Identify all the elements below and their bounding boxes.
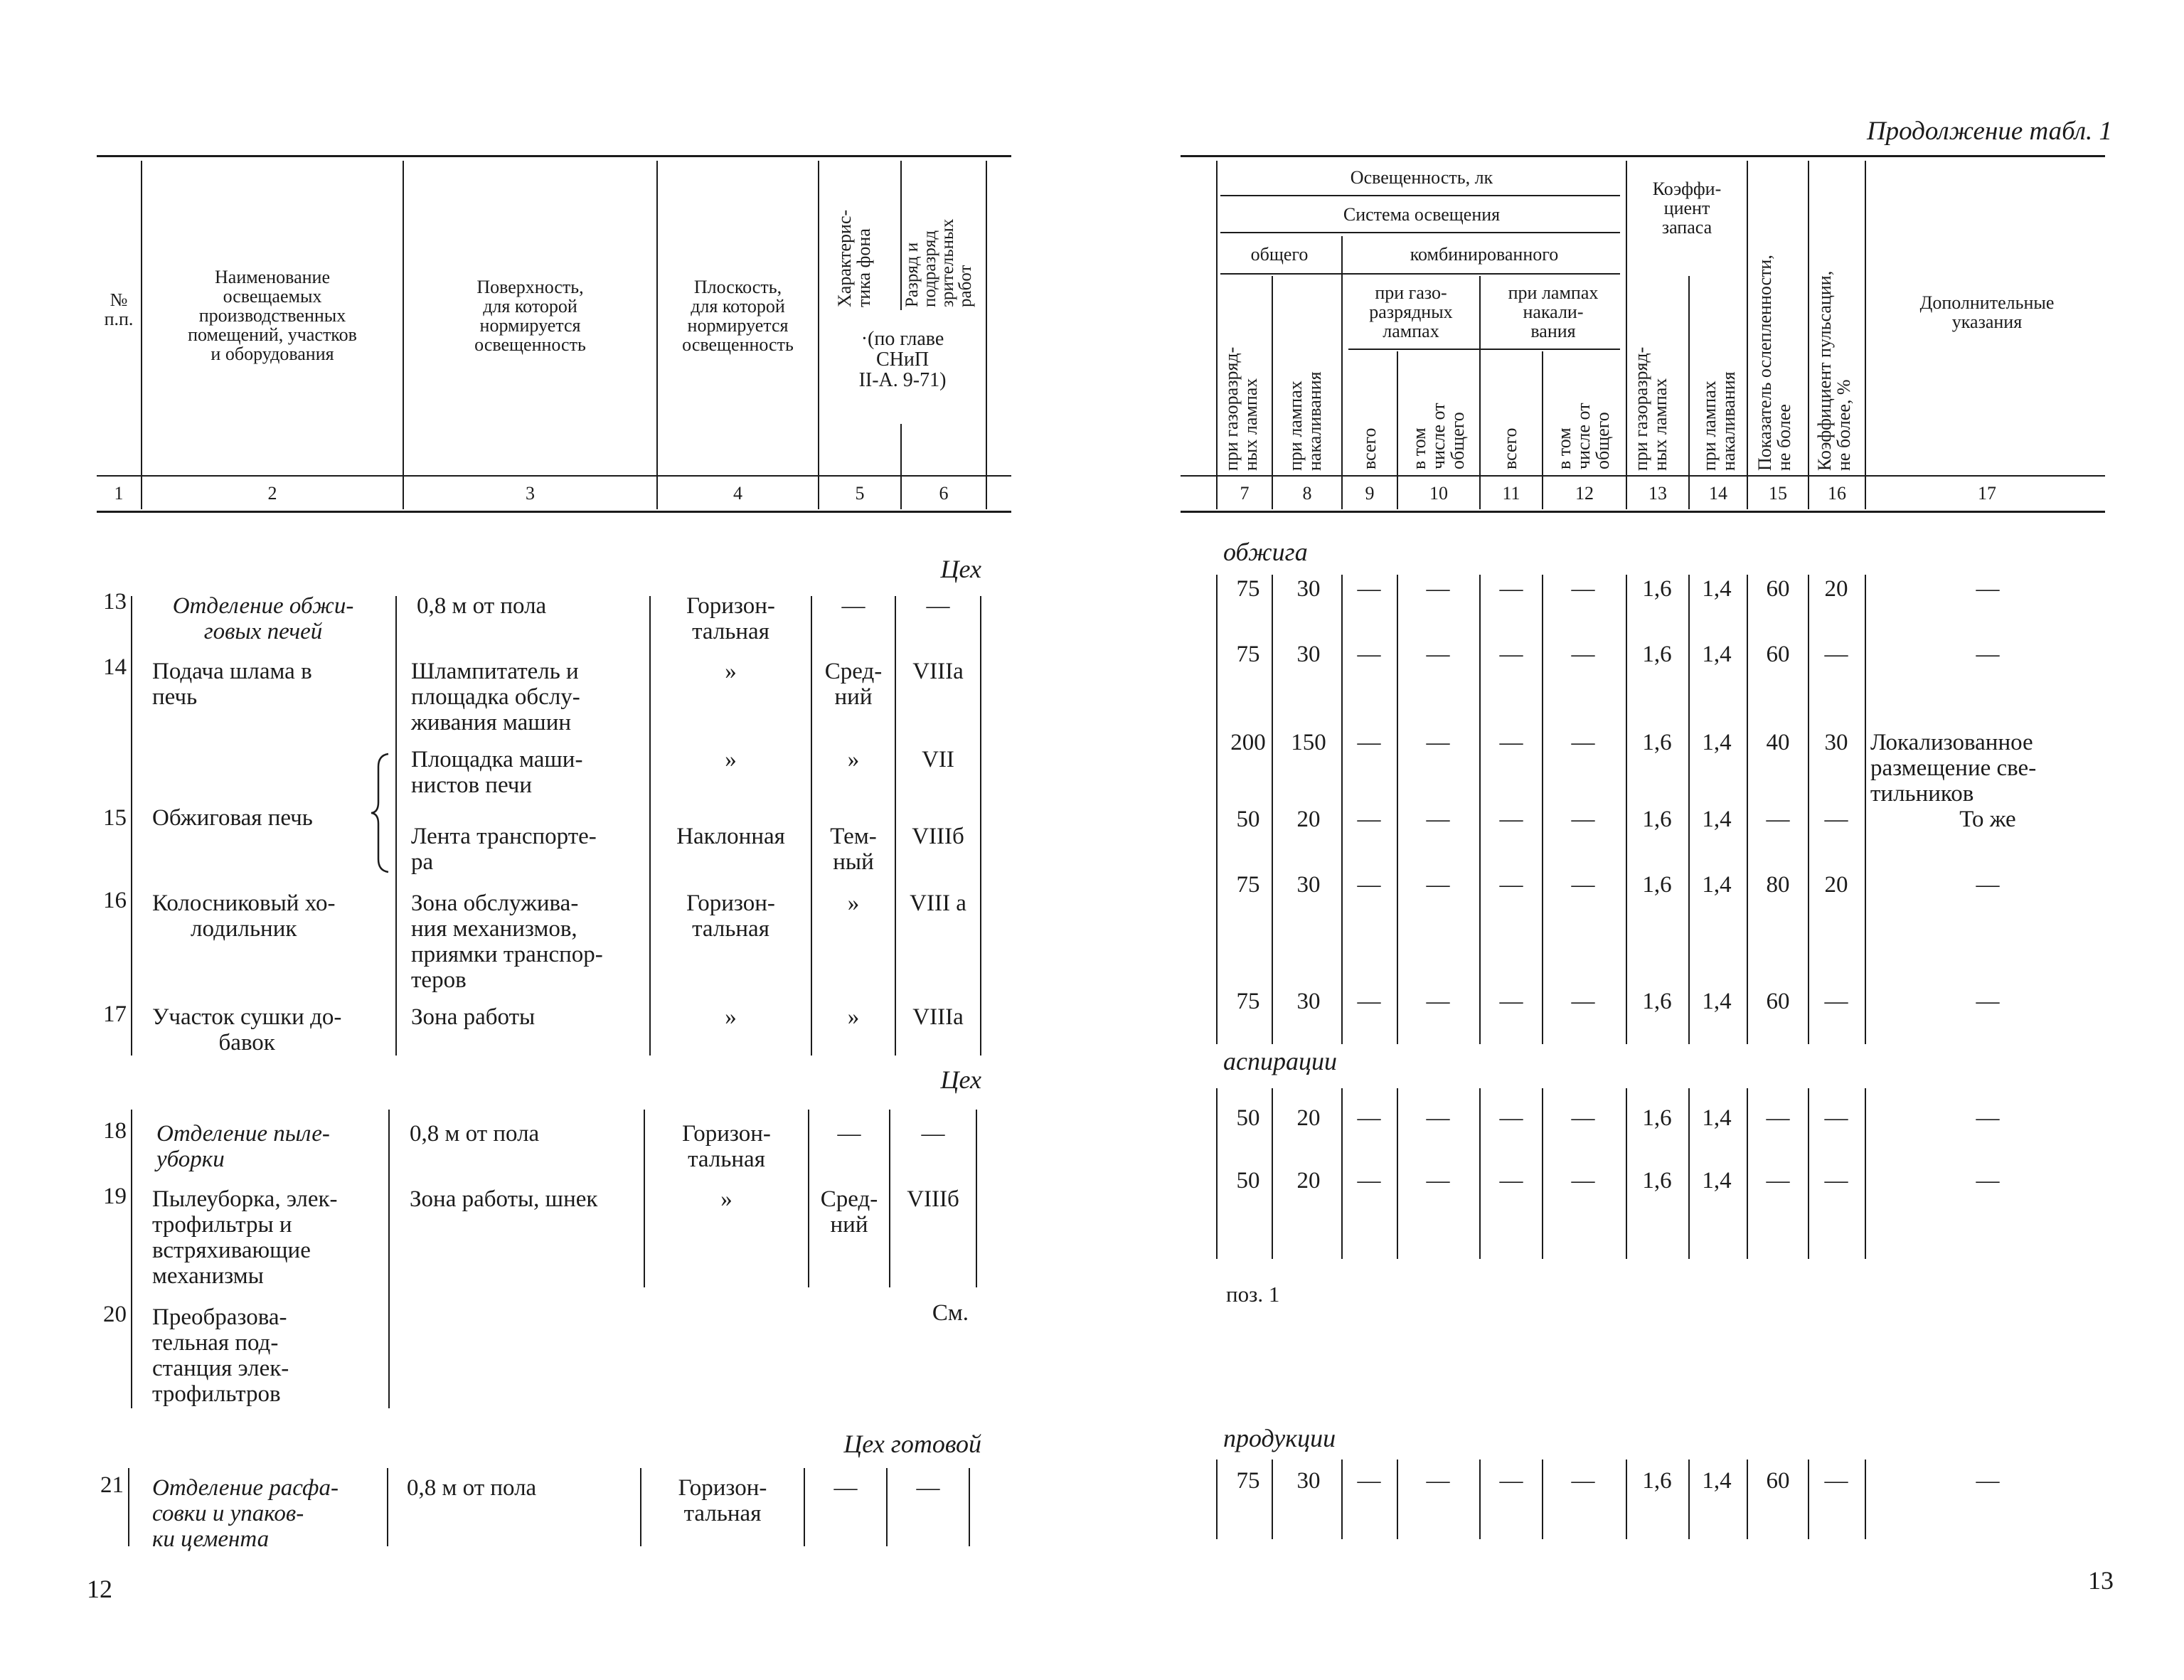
col-num-10: 10 — [1429, 483, 1448, 504]
col-num-15: 15 — [1769, 483, 1787, 504]
col-num-7: 7 — [1240, 483, 1250, 504]
section-left-3: См. — [932, 1300, 969, 1326]
cell-note: — — [1976, 1105, 2000, 1131]
cell-value: 30 — [1824, 730, 1848, 755]
col-num-14: 14 — [1709, 483, 1727, 504]
col-num-17: 17 — [1978, 483, 1996, 504]
cell-value: — — [1499, 1168, 1523, 1193]
cell-value: — — [1766, 1168, 1790, 1193]
col-num-1: 1 — [114, 483, 124, 504]
cell-value: 1,4 — [1702, 1168, 1732, 1193]
cell-value: — — [1571, 730, 1595, 755]
cell-value: 1,6 — [1642, 576, 1672, 602]
cell-value: 150 — [1291, 730, 1326, 755]
header-col-background: Характерис- тика фона — [834, 209, 874, 307]
header-illumination: Освещенность, лк — [1350, 167, 1493, 188]
cell-value: — — [1426, 1468, 1450, 1494]
cell-value: — — [1499, 730, 1523, 755]
cell-value: 75 — [1236, 642, 1260, 667]
cell-value: — — [1766, 807, 1790, 832]
cell-value: — — [1357, 1105, 1381, 1131]
header-lighting-system: Система освещения — [1343, 204, 1501, 225]
section-left-4: Цех готовой — [843, 1430, 981, 1458]
cell-value: — — [1357, 730, 1381, 755]
cell-value: 1,6 — [1642, 989, 1672, 1014]
cell-value: 1,6 — [1642, 642, 1672, 667]
cell-value: — — [1499, 807, 1523, 832]
page-number-right: 13 — [2088, 1566, 2114, 1595]
header-col-7: при газоразряд- ных лампах — [1221, 346, 1261, 471]
cell-value: 30 — [1296, 642, 1321, 667]
cell-value: — — [1357, 989, 1381, 1014]
col-num-13: 13 — [1648, 483, 1667, 504]
cell-value: — — [1824, 1168, 1848, 1193]
cell-note: Локализованное размещение све- тильников — [1870, 730, 2037, 807]
section-right-3: поз. 1 — [1226, 1282, 1280, 1307]
cell-value: — — [1824, 1468, 1848, 1494]
cell-value: — — [1426, 989, 1450, 1014]
header-col-10: в том числе от общего — [1409, 403, 1468, 469]
cell-note: — — [1976, 1468, 2000, 1494]
cell-value: — — [1426, 730, 1450, 755]
cell-value: 20 — [1296, 1105, 1321, 1131]
section-right-2: аспирации — [1223, 1047, 1337, 1075]
header-combined: комбинированного — [1410, 244, 1559, 265]
cell-value: 1,6 — [1642, 807, 1672, 832]
cell-value: — — [1499, 989, 1523, 1014]
cell-value: 30 — [1296, 1468, 1321, 1494]
cell-value: 60 — [1766, 1468, 1790, 1494]
cell-note: — — [1976, 642, 2000, 667]
cell-value: 50 — [1236, 1105, 1260, 1131]
header-col-surface: Поверхность, для которой нормируется освещенность — [474, 277, 586, 355]
cell-value: — — [1426, 642, 1450, 667]
cell-value: 30 — [1296, 872, 1321, 898]
cell-value: 75 — [1236, 872, 1260, 898]
col-num-16: 16 — [1828, 483, 1846, 504]
col-num-2: 2 — [267, 483, 277, 504]
cell-value: 1,6 — [1642, 730, 1672, 755]
col-num-6: 6 — [939, 483, 949, 504]
header-col-8: при лампах накаливания — [1285, 371, 1325, 471]
header-col-9: всего — [1359, 427, 1380, 469]
cell-value: 75 — [1236, 576, 1260, 602]
cell-value: — — [1426, 807, 1450, 832]
header-col-12: в том числе от общего — [1554, 403, 1613, 469]
header-col-grade: Разряд и подразряд зрительных работ — [902, 218, 975, 307]
section-left-2: Цех — [940, 1065, 981, 1094]
cell-note: — — [1976, 989, 2000, 1014]
section-left-1: Цех — [940, 555, 981, 583]
header-col-15: Показатель ослепленности, не более — [1754, 255, 1794, 471]
cell-value: — — [1499, 1468, 1523, 1494]
cell-note: — — [1976, 872, 2000, 898]
cell-value: — — [1357, 872, 1381, 898]
section-right-1: обжига — [1223, 538, 1308, 566]
cell-value: 50 — [1236, 1168, 1260, 1193]
cell-value: — — [1571, 576, 1595, 602]
cell-value: 30 — [1296, 989, 1321, 1014]
header-combined-inc: при лампах накали- вания — [1508, 282, 1599, 341]
cell-value: 20 — [1296, 1168, 1321, 1193]
cell-value: — — [1571, 1105, 1595, 1131]
header-snip-note: ·(по главе СНиП II-А. 9-71) — [858, 328, 947, 391]
col-num-8: 8 — [1302, 483, 1312, 504]
cell-value: 20 — [1296, 807, 1321, 832]
cell-value: — — [1571, 1168, 1595, 1193]
header-general: общего — [1250, 244, 1309, 265]
cell-value: 1,4 — [1702, 807, 1732, 832]
cell-value: — — [1357, 1168, 1381, 1193]
cell-note: То же — [1959, 807, 2016, 832]
cell-value: 1,6 — [1642, 872, 1672, 898]
cell-value: — — [1426, 872, 1450, 898]
cell-value: 1,4 — [1702, 1105, 1732, 1131]
cell-value: — — [1824, 989, 1848, 1014]
cell-note: — — [1976, 1168, 2000, 1193]
cell-value: 1,4 — [1702, 642, 1732, 667]
header-additional: Дополнительные указания — [1919, 292, 2055, 332]
cell-value: — — [1499, 576, 1523, 602]
col-num-5: 5 — [855, 483, 865, 504]
cell-note: — — [1976, 576, 2000, 602]
cell-value: — — [1357, 1468, 1381, 1494]
cell-value: — — [1824, 642, 1848, 667]
header-col-name: Наименование освещаемых производственных помещений, участков и оборудования — [188, 267, 357, 364]
brace-icon — [370, 753, 391, 873]
header-divider — [97, 475, 1011, 477]
cell-value: 20 — [1824, 872, 1848, 898]
header-combined-gas: при газо- разрядных лампах — [1369, 282, 1453, 341]
cell-value: 1,6 — [1642, 1468, 1672, 1494]
cell-value: 20 — [1824, 576, 1848, 602]
cell-value: 60 — [1766, 576, 1790, 602]
cell-value: — — [1357, 807, 1381, 832]
cell-value: 30 — [1296, 576, 1321, 602]
cell-value: 60 — [1766, 642, 1790, 667]
cell-value: — — [1499, 1105, 1523, 1131]
col-num-3: 3 — [526, 483, 535, 504]
continuation-label: Продолжение табл. 1 — [1866, 117, 2112, 146]
cell-value: 1,6 — [1642, 1168, 1672, 1193]
cell-value: 1,4 — [1702, 872, 1732, 898]
header-col-14: при лампах накаливания — [1699, 371, 1739, 471]
header-reserve-factor: Коэффи- циент запаса — [1652, 179, 1722, 238]
cell-value: — — [1426, 1105, 1450, 1131]
cell-value: — — [1824, 1105, 1848, 1131]
col-num-11: 11 — [1502, 483, 1520, 504]
cell-value: — — [1426, 1168, 1450, 1193]
cell-value: 1,4 — [1702, 730, 1732, 755]
cell-value: 50 — [1236, 807, 1260, 832]
col-num-9: 9 — [1365, 483, 1375, 504]
header-col-number: № п.п. — [104, 289, 134, 329]
cell-value: 1,4 — [1702, 989, 1732, 1014]
page-number-left: 12 — [87, 1575, 112, 1603]
cell-value: — — [1499, 642, 1523, 667]
cell-value: — — [1571, 1468, 1595, 1494]
cell-value: — — [1571, 642, 1595, 667]
cell-value: — — [1357, 576, 1381, 602]
cell-value: — — [1571, 989, 1595, 1014]
section-right-4: продукции — [1223, 1424, 1336, 1452]
col-num-12: 12 — [1575, 483, 1594, 504]
cell-value: 1,6 — [1642, 1105, 1672, 1131]
cell-value: 1,4 — [1702, 1468, 1732, 1494]
cell-value: 40 — [1766, 730, 1790, 755]
cell-value: — — [1571, 872, 1595, 898]
cell-value: 75 — [1236, 989, 1260, 1014]
cell-value: 75 — [1236, 1468, 1260, 1494]
header-bottom-rule — [97, 511, 1011, 513]
cell-value: — — [1824, 807, 1848, 832]
header-col-16: Коэффициент пульсации, не более, % — [1814, 270, 1854, 471]
cell-value: 80 — [1766, 872, 1790, 898]
cell-value: — — [1357, 642, 1381, 667]
cell-value: 1,4 — [1702, 576, 1732, 602]
col-num-4: 4 — [733, 483, 742, 504]
header-col-13: при газоразряд- ных лампах — [1631, 346, 1671, 471]
header-col-plane: Плоскость, для которой нормируется освещенность — [682, 277, 794, 355]
cell-value: — — [1766, 1105, 1790, 1131]
cell-value: — — [1571, 807, 1595, 832]
table-top-rule — [97, 155, 1011, 157]
cell-value: — — [1499, 872, 1523, 898]
header-col-11: всего — [1500, 427, 1520, 469]
cell-value: 60 — [1766, 989, 1790, 1014]
cell-value: — — [1426, 576, 1450, 602]
cell-value: 200 — [1230, 730, 1266, 755]
